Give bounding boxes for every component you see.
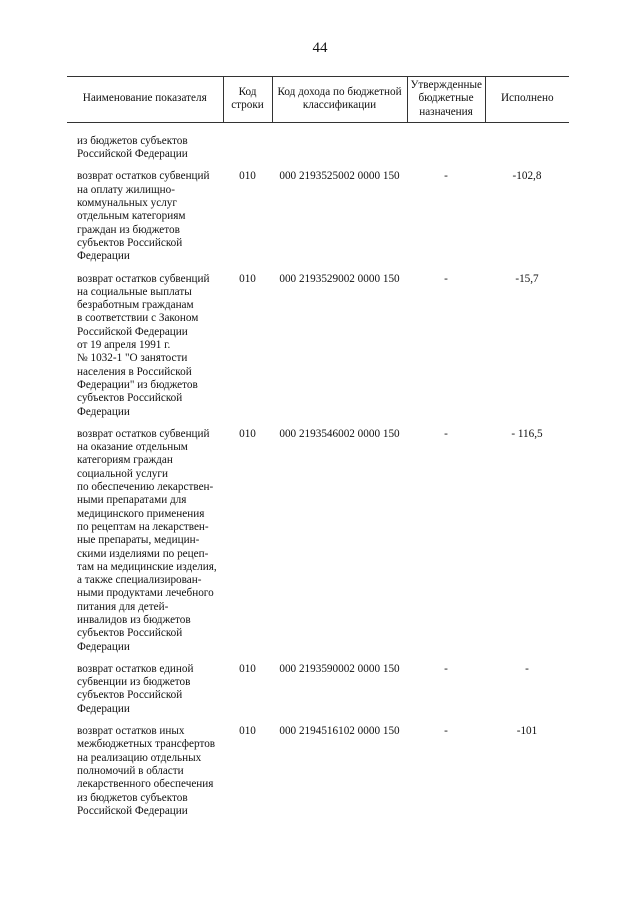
approved-value: -: [444, 725, 448, 738]
text-line: межбюджетных трансфертов: [77, 738, 216, 751]
page-number: 44: [312, 40, 328, 56]
budget-execution-table: [67, 76, 569, 818]
approved-value: -: [444, 662, 448, 675]
approved-value: -: [444, 272, 448, 285]
indicator-name: [67, 273, 223, 419]
text-line: медицинского применения: [77, 507, 205, 520]
text-line: лекарственного обеспечения: [77, 778, 214, 791]
text-line: в соответствии с Законом: [77, 312, 199, 325]
text-line: возврат остатков иных: [77, 725, 185, 738]
text-line: по рецептам на лекарствен-: [77, 520, 209, 533]
text-line: категориям граждан: [77, 454, 173, 467]
income-code: 000 2194516102 0000 150: [279, 725, 400, 738]
text-line: Российской Федерации: [77, 325, 188, 338]
table-row: [67, 273, 569, 419]
table-body: [67, 122, 569, 818]
text-line: Федерации: [77, 640, 130, 653]
indicator-name: [67, 170, 223, 263]
text-line: там на медицинские изделия,: [77, 560, 217, 573]
text-line: питания для детей-: [77, 600, 169, 613]
text-line: Федерации" из бюджетов: [77, 378, 198, 391]
executed-value: -102,8: [512, 170, 542, 183]
approved-value: -: [444, 427, 448, 440]
line-code: 010: [239, 725, 256, 738]
table-row: [67, 428, 569, 654]
text-line: возврат остатков субвенций: [77, 272, 210, 285]
text-line: от 19 апреля 1991 г.: [77, 339, 171, 352]
text-line: полномочий в области: [77, 764, 184, 777]
header-line-code: Код строки: [223, 77, 272, 123]
text-line: возврат остатков субвенций: [77, 427, 210, 440]
text-line: инвалидов из бюджетов: [77, 613, 191, 626]
text-line: субъектов Российской: [77, 627, 183, 640]
header-income-code: Код дохода по бюджетной классификации: [272, 77, 407, 123]
text-line: из бюджетов субъектов: [77, 791, 188, 804]
text-line: граждан из бюджетов: [77, 223, 180, 236]
income-code: 000 2193546002 0000 150: [279, 427, 400, 440]
text-line: на оплату жилищно-: [77, 183, 175, 196]
text-line: возврат остатков субвенций: [77, 170, 210, 183]
header-approved: Утвержденные бюджетные назначения: [407, 77, 485, 123]
text-line: из бюджетов субъектов: [77, 134, 188, 147]
text-line: ными препаратами для: [77, 494, 187, 507]
text-line: на реализацию отдельных: [77, 751, 202, 764]
text-line: социальной услуги: [77, 467, 168, 480]
table-row: [67, 725, 569, 818]
text-line: на социальные выплаты: [77, 285, 192, 298]
text-line: безработным гражданам: [77, 299, 194, 312]
continuation-row: [67, 135, 569, 162]
text-line: коммунальных услуг: [77, 197, 177, 210]
line-code: 010: [239, 662, 256, 675]
executed-value: -15,7: [515, 272, 539, 285]
table-row: [67, 170, 569, 263]
line-code: 010: [239, 272, 256, 285]
text-line: ными продуктами лечебного: [77, 587, 214, 600]
text-line: ные препараты, медицин-: [77, 534, 200, 547]
text-line: Федерации: [77, 702, 130, 715]
text-line: № 1032-1 "О занятости: [77, 352, 188, 365]
income-code: 000 2193525002 0000 150: [279, 170, 400, 183]
text-line: Российской Федерации: [77, 148, 188, 161]
executed-value: - 116,5: [511, 427, 543, 440]
text-line: на оказание отдельным: [77, 441, 188, 454]
text-line: Российской Федерации: [77, 804, 188, 817]
executed-value: -: [525, 662, 529, 675]
text-line: субвенции из бюджетов: [77, 676, 191, 689]
text-line: а также специализирован-: [77, 574, 202, 587]
text-line: субъектов Российской: [77, 392, 183, 405]
header-executed: Исполнено: [485, 77, 569, 123]
table-header-row: [67, 77, 569, 123]
approved-value: -: [444, 170, 448, 183]
income-code: 000 2193529002 0000 150: [279, 272, 400, 285]
income-code: 000 2193590002 0000 150: [279, 662, 400, 675]
text-line: Федерации: [77, 250, 130, 263]
text-line: по обеспечению лекарствен-: [77, 481, 214, 494]
text-line: Федерации: [77, 405, 130, 418]
table-row: [67, 663, 569, 716]
text-line: населения в Российской: [77, 365, 192, 378]
text-line: отдельным категориям: [77, 210, 186, 223]
indicator-name: [67, 725, 223, 818]
text-line: субъектов Российской: [77, 236, 183, 249]
text-line: субъектов Российской: [77, 689, 183, 702]
indicator-name: [67, 663, 223, 716]
executed-value: -101: [516, 725, 538, 738]
continuation-text: [67, 135, 223, 162]
text-line: скими изделиями по рецеп-: [77, 547, 209, 560]
indicator-name: [67, 428, 223, 654]
header-indicator-name: Наименование показателя: [67, 77, 223, 123]
line-code: 010: [239, 170, 256, 183]
text-line: возврат остатков единой: [77, 662, 194, 675]
line-code: 010: [239, 427, 256, 440]
